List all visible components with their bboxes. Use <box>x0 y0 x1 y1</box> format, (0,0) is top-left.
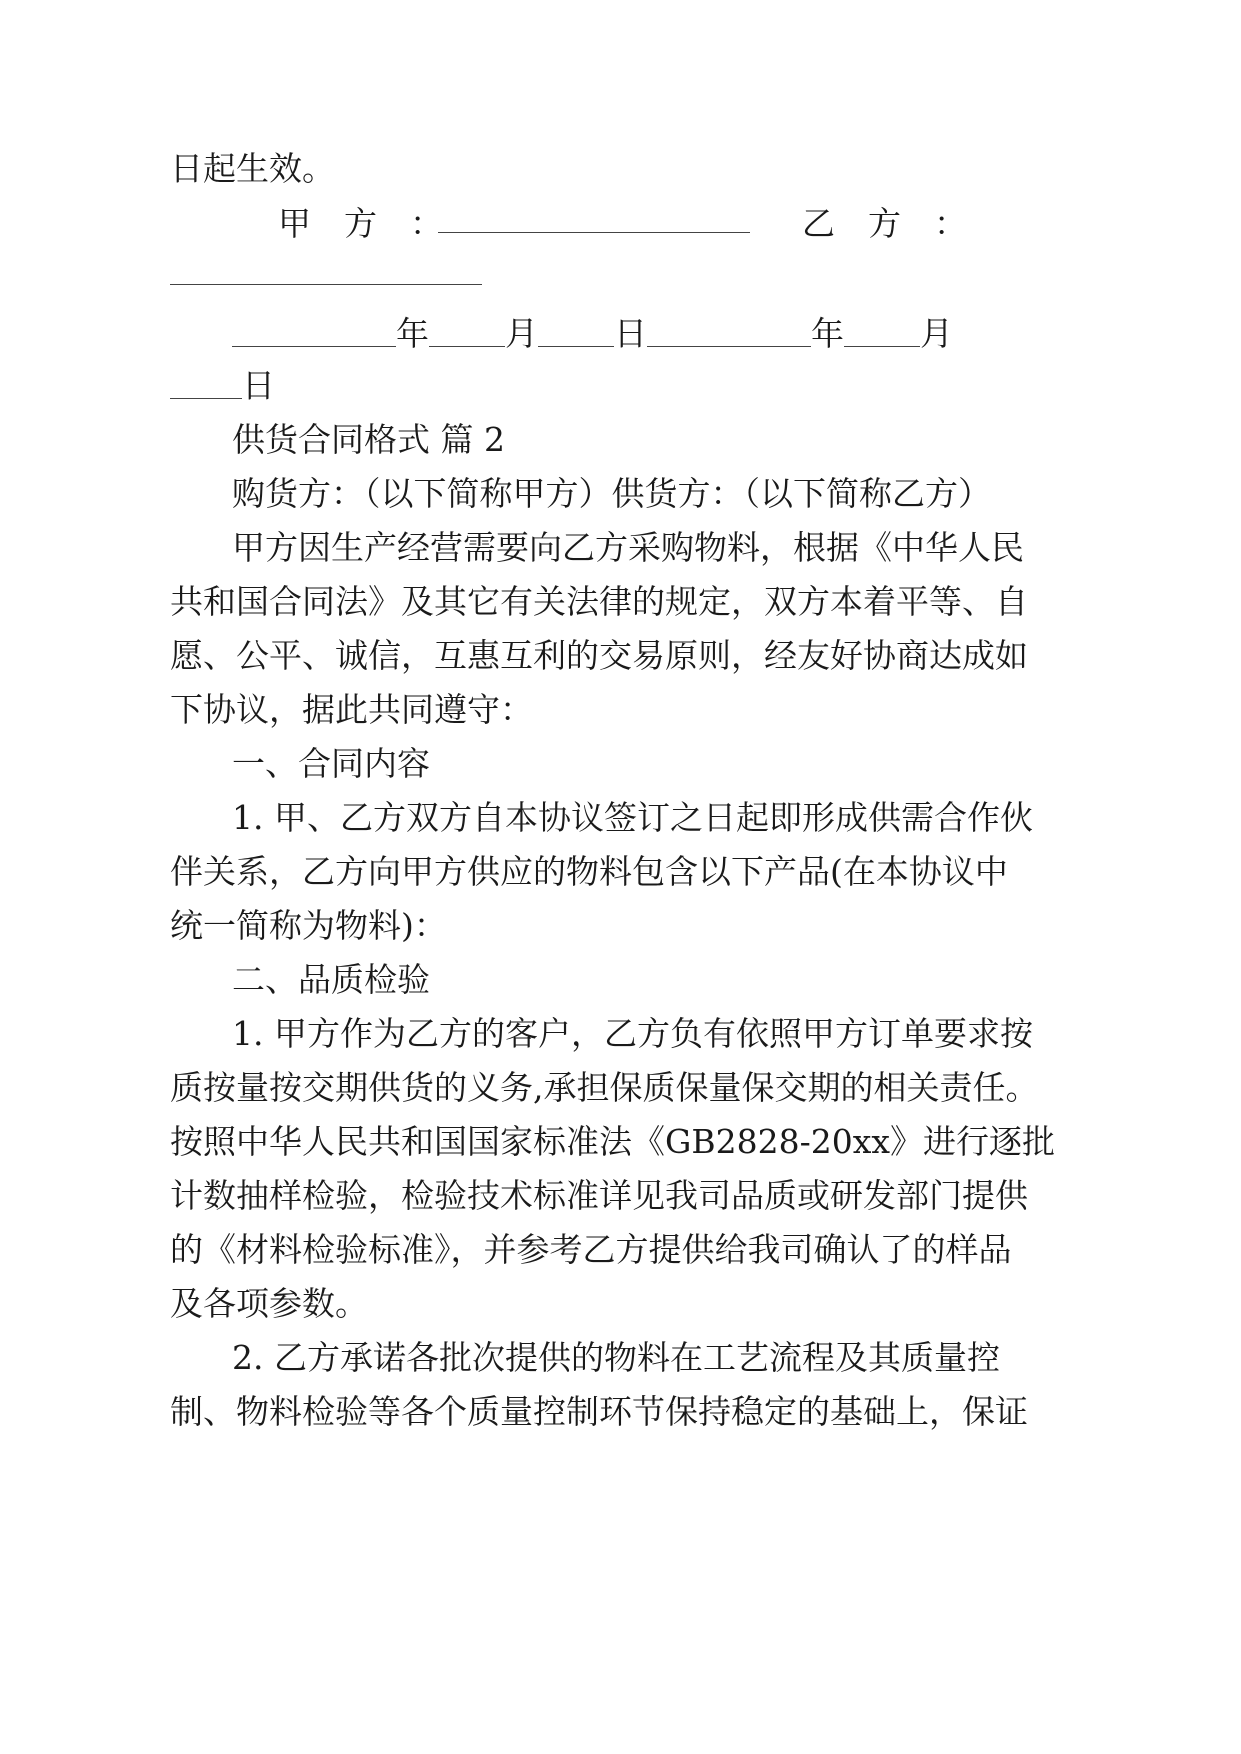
party-a-month-label: 月 <box>505 314 538 353</box>
party-a-day-blank <box>538 316 614 347</box>
section-title: 供货合同格式 篇 2 <box>232 420 505 459</box>
party-a-label: 甲 方 ： <box>278 204 443 243</box>
party-b-label: 乙 方 ： <box>802 204 967 243</box>
heading-contract-content: 一、合同内容 <box>232 744 430 783</box>
date-row-continued <box>170 360 275 407</box>
clause-line: 及各项参数。 <box>170 1284 368 1323</box>
intro-line: 共和国合同法》及其它有关法律的规定，双方本着平等、自 <box>170 582 1028 621</box>
clause-line: 统一简称为物料)： <box>170 906 447 945</box>
clause-line: 2. 乙方承诺各批次提供的物料在工艺流程及其质量控 <box>232 1338 1000 1377</box>
clause-line: 质按量按交期供货的义务,承担保质保量保交期的相关责任。 <box>170 1068 1039 1107</box>
clause-line: 1. 甲、乙方双方自本协议签订之日起即形成供需合作伙 <box>232 798 1033 837</box>
clause-line: 制、物料检验等各个质量控制环节保持稳定的基础上，保证 <box>170 1392 1028 1431</box>
clause-line: 计数抽样检验，检验技术标准详见我司品质或研发部门提供 <box>170 1176 1028 1215</box>
party-b-month-blank <box>844 316 920 347</box>
clause-line: 的《材料检验标准》，并参考乙方提供给我司确认了的样品 <box>170 1230 1012 1269</box>
clause-line: 伴关系，乙方向甲方供应的物料包含以下产品(在本协议中 <box>170 852 1008 891</box>
party-b-day-blank <box>170 368 242 399</box>
heading-quality-inspection: 二、品质检验 <box>232 960 430 999</box>
party-b-month-label: 月 <box>920 314 953 353</box>
intro-line: 甲方因生产经营需要向乙方采购物料，根据《中华人民 <box>232 528 1024 567</box>
party-b-year-blank <box>647 316 811 347</box>
party-a-year-blank <box>232 316 396 347</box>
party-b-year-label: 年 <box>811 314 844 353</box>
parties-line: 购货方：（以下简称甲方）供货方：（以下简称乙方） <box>232 474 991 513</box>
clause-line: 按照中华人民共和国国家标准法《GB2828-20xx》进行逐批 <box>170 1122 1055 1161</box>
party-b-day-label: 日 <box>242 366 275 405</box>
party-a-month-blank <box>429 316 505 347</box>
intro-line: 愿、公平、诚信，互惠互利的交易原则，经友好协商达成如 <box>170 636 1028 675</box>
party-a-signature-blank <box>438 202 750 233</box>
party-a-day-label: 日 <box>614 314 647 353</box>
date-row <box>232 308 953 355</box>
party-b-signature-blank <box>170 254 482 285</box>
effective-line: 日起生效。 <box>170 149 335 188</box>
clause-line: 1. 甲方作为乙方的客户，乙方负有依照甲方订单要求按 <box>232 1014 1033 1053</box>
intro-line: 下协议，据此共同遵守： <box>170 690 533 729</box>
party-a-year-label: 年 <box>396 314 429 353</box>
